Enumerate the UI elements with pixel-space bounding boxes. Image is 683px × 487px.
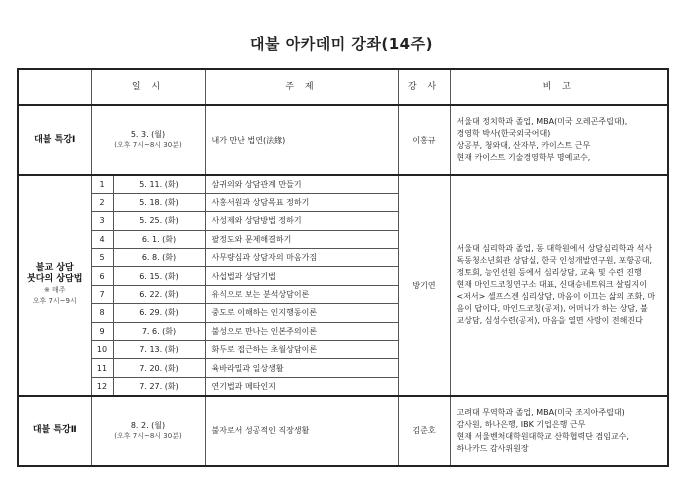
course-row-no: 7	[91, 285, 113, 303]
special1-topic: 내가 만난 법연(法緣)	[205, 105, 398, 175]
special2-date: 8. 2. (월)	[130, 420, 166, 430]
course-row-no: 1	[91, 175, 113, 193]
page-title: 대불 아카데미 강좌(14주)	[250, 35, 433, 53]
note-line: 교상담, 심성수련(공저), 마음을 열면 사랑이 전해진다	[456, 316, 643, 326]
note-line: 현재 서울벤처대학원대학교 산학협력단 겸임교수,	[456, 431, 629, 441]
course-row-no: 8	[91, 304, 113, 322]
note-line: 고려대 무역학과 졸업, MBA(미국 조지아주립대)	[456, 407, 625, 417]
course-row-topic: 사성제와 상담방법 정하기	[205, 212, 398, 230]
course-row-date: 5. 18. (화)	[113, 193, 205, 211]
course-row-topic: 중도로 이해하는 인지행동이론	[205, 304, 398, 322]
note-line: 경영학 박사(한국외국어대)	[456, 129, 551, 138]
course-row-topic: 화두로 접근하는 초월상담이론	[205, 341, 398, 359]
course-row-date: 7. 13. (화)	[113, 341, 205, 359]
header-session	[18, 69, 91, 105]
special1-date-cell	[91, 105, 205, 175]
note-line: 정토회, 능인선원 등에서 심리상담, 교육 및 수련 진행	[456, 268, 642, 278]
note-line: 하나카드 감사위원장	[456, 443, 529, 453]
note-line: 서울대 심리학과 졸업, 동 대학원에서 상담심리학과 석사	[456, 244, 653, 254]
special1-notes	[450, 105, 668, 175]
course-row-date: 5. 25. (화)	[113, 212, 205, 230]
course-row-date: 7. 6. (화)	[113, 322, 205, 340]
course-row-no: 10	[91, 341, 113, 359]
course-label-1: 불교 상담	[35, 263, 74, 274]
special2-topic: 불자로서 성공적인 직장생활	[205, 396, 398, 466]
course-row-date: 6. 29. (화)	[113, 304, 205, 322]
course-notes	[450, 175, 668, 396]
note-line: 감사원, 하나은행, IBK 기업은행 근무	[456, 419, 586, 429]
course-row-topic: 팔정도와 문제해결하기	[205, 230, 398, 248]
course-row-no: 3	[91, 212, 113, 230]
course-row-date: 5. 11. (화)	[113, 175, 205, 193]
course-row-topic: 사무량심과 상담자의 마음가짐	[205, 249, 398, 267]
course-row-topic: 사홍서원과 상담목표 정하기	[205, 193, 398, 211]
header-lecturer: 강 사	[398, 69, 450, 105]
course-row-no: 11	[91, 359, 113, 377]
header-topic: 주 제	[205, 69, 398, 105]
course-row	[18, 175, 668, 193]
course-row-topic: 사섭법과 상담기법	[205, 267, 398, 285]
course-row-no: 4	[91, 230, 113, 248]
note-line: 서울대 정치학과 졸업, MBA(미국 오레곤주립대),	[456, 117, 628, 126]
course-row-date: 6. 22. (화)	[113, 285, 205, 303]
course-row-topic: 육바라밀과 일상생활	[205, 359, 398, 377]
course-label-2: 붓다의 상담법	[27, 274, 83, 285]
header-date: 일 시	[91, 69, 205, 105]
note-line: 음이 답이다, 마인드코칭(공저), 어머니가 하는 상담, 불	[456, 304, 648, 314]
course-row-no: 5	[91, 249, 113, 267]
special1-time: (오후 7시~8시 30분)	[114, 141, 182, 149]
note-line: 상공부, 청와대, 산자부, 카이스트 근무	[456, 141, 591, 150]
header-note: 비 고	[450, 69, 668, 105]
note-line: 현재 마인드코칭연구소 대표, 신대승네트워크 살림지이	[456, 280, 647, 290]
course-row-date: 6. 15. (화)	[113, 267, 205, 285]
course-row-no: 6	[91, 267, 113, 285]
special1-label: 대불 특강Ⅰ	[18, 105, 91, 175]
special2-row	[18, 396, 668, 466]
course-row-topic: 삼귀의와 상담관계 만들기	[205, 175, 398, 193]
course-lecturer: 방기연	[398, 175, 450, 396]
note-line: <저서> 셀프스겐 심리상담, 마음이 이끄는 삶의 조화, 마	[456, 292, 656, 302]
course-row-topic: 연기법과 메타인지	[205, 377, 398, 395]
course-schedule-2: 오후 7시~9시	[32, 297, 77, 306]
note-line: 현재 카이스트 기술경영학부 명예교수,	[456, 153, 591, 162]
special2-notes	[450, 396, 668, 466]
special2-lecturer: 김준호	[398, 396, 450, 466]
special2-date-cell	[91, 396, 205, 466]
course-row-topic: 불성으로 만나는 인본주의이론	[205, 322, 398, 340]
course-row-topic: 유식으로 보는 분석상담이론	[205, 285, 398, 303]
special1-date: 5. 3. (월)	[130, 130, 166, 139]
course-row-no: 2	[91, 193, 113, 211]
table-header-row	[18, 69, 668, 105]
course-row-date: 7. 20. (화)	[113, 359, 205, 377]
course-row-date: 6. 8. (화)	[113, 249, 205, 267]
course-row-date: 6. 1. (화)	[113, 230, 205, 248]
course-label-cell	[18, 175, 91, 396]
course-row-no: 9	[91, 322, 113, 340]
special2-label: 대불 특강Ⅱ	[18, 396, 91, 466]
note-line: 독동청소년회관 상담실, 한국 인성개발연구원, 포항공대,	[456, 256, 653, 266]
special2-time: (오후 7시~8시 30분)	[114, 431, 182, 440]
special1-row	[18, 105, 668, 175]
schedule-table	[17, 68, 669, 467]
course-row-no: 12	[91, 377, 113, 395]
course-row-date: 7. 27. (화)	[113, 377, 205, 395]
special1-lecturer: 이홍규	[398, 105, 450, 175]
course-schedule-1: ※ 매주	[43, 286, 66, 295]
